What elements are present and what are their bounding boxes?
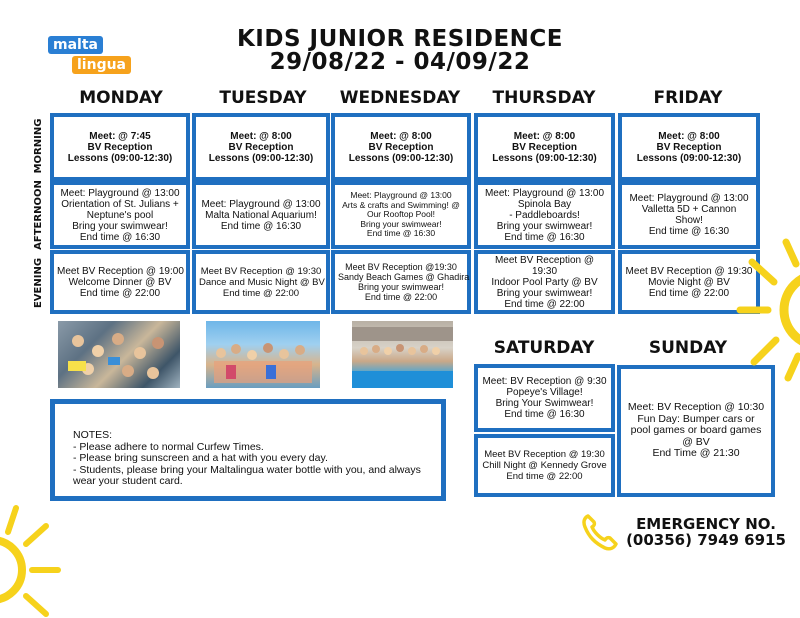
cell-tuesday-evening: Meet BV Reception @ 19:30 Dance and Music Night @ BV End time @ 22:00 (192, 250, 330, 314)
cell-monday-evening: Meet BV Reception @ 19:00 Welcome Dinner @ BV End time @ 22:00 (50, 250, 190, 314)
day-header-tuesday: TUESDAY (219, 88, 307, 108)
cell-friday-morning: Meet: @ 8:00 BV Reception Lessons (09:00-12:30) (618, 113, 760, 181)
logo-lingua: lingua (72, 56, 131, 74)
day-header-wednesday: WEDNESDAY (339, 88, 461, 108)
note-item: - Students, please bring your Maltalingua water bottle with you, and always wear your student card. (73, 463, 421, 487)
photo-group-2 (206, 321, 320, 388)
cell-monday-afternoon: Meet: Playground @ 13:00 Orientation of St. Julians + Neptune's pool Bring your swimwear! End time @ 16:30 (50, 181, 190, 249)
note-item: - Please bring sunscreen and a hat with you every day. (73, 452, 328, 464)
phone-icon (580, 512, 618, 552)
cell-thursday-morning: Meet: @ 8:00 BV Reception Lessons (09:00-12:30) (474, 113, 615, 181)
notes-box (50, 399, 446, 501)
photo-group-3 (352, 321, 453, 388)
cell-saturday-evening: Meet BV Reception @ 19:30 Chill Night @ Kennedy Grove End time @ 22:00 (474, 434, 615, 497)
cell-tuesday-afternoon: Meet: Playground @ 13:00 Malta National Aquarium! End time @ 16:30 (192, 181, 330, 249)
cell-friday-evening: Meet BV Reception @ 19:30 Movie Night @ BV End time @ 22:00 (618, 250, 760, 314)
photo-group-2-art (206, 321, 320, 388)
cell-saturday-day: Meet: BV Reception @ 9:30 Popeye's Village! Bring Your Swimwear! End time @ 16:30 (474, 364, 615, 432)
cell-thursday-evening: Meet BV Reception @ 19:30 Indoor Pool Party @ BV Bring your swimwear! End time @ 22:00 (474, 250, 615, 314)
row-label-morning: MORNING (33, 118, 44, 174)
sun-decoration-left (0, 502, 80, 618)
notes-heading: NOTES: (73, 429, 113, 441)
photo-group-3-art (352, 321, 453, 388)
row-label-afternoon: AFTERNOON (33, 180, 44, 250)
cell-wednesday-afternoon: Meet: Playground @ 13:00 Arts & crafts and Swimming! @ Our Rooftop Pool! Bring your swimwear! End time @ 16:30 (331, 181, 471, 249)
sun-decoration-right (710, 232, 800, 382)
cell-thursday-afternoon: Meet: Playground @ 13:00 Spinola Bay - Paddleboards! Bring your swimwear! End time @ 16:30 (474, 181, 615, 249)
day-header-friday: FRIDAY (653, 88, 723, 108)
photo-group-1-art (58, 321, 180, 388)
photo-group-1 (58, 321, 180, 388)
day-header-saturday: SATURDAY (493, 338, 595, 358)
cell-wednesday-morning: Meet: @ 8:00 BV Reception Lessons (09:00-12:30) (331, 113, 471, 181)
page-title: KIDS JUNIOR RESIDENCE (236, 26, 564, 52)
cell-monday-morning: Meet: @ 7:45 BV Reception Lessons (09:00-12:30) (50, 113, 190, 181)
cell-tuesday-morning: Meet: @ 8:00 BV Reception Lessons (09:00-12:30) (192, 113, 330, 181)
emergency-label: EMERGENCY NO. (636, 515, 776, 533)
cell-sunday-day: Meet: BV Reception @ 10:30 Fun Day: Bumper cars or pool games or board games @ BV End Time @ 21:30 (617, 365, 775, 497)
day-header-sunday: SUNDAY (648, 338, 728, 358)
day-header-thursday: THURSDAY (492, 88, 596, 108)
page-dates: 29/08/22 - 04/09/22 (269, 49, 531, 75)
row-label-evening: EVENING (33, 257, 44, 309)
note-item: - Please adhere to normal Curfew Times. (73, 440, 264, 453)
day-header-monday: MONDAY (79, 88, 163, 108)
emergency-number: (00356) 7949 6915 (626, 531, 786, 549)
logo-malta: malta (48, 36, 103, 54)
cell-wednesday-evening: Meet BV Reception @19:30 Sandy Beach Games @ Ghadira Bring your swimwear! End time @ 22:00 (331, 250, 471, 314)
cell-friday-afternoon: Meet: Playground @ 13:00 Valletta 5D + Cannon Show! End time @ 16:30 (618, 181, 760, 249)
